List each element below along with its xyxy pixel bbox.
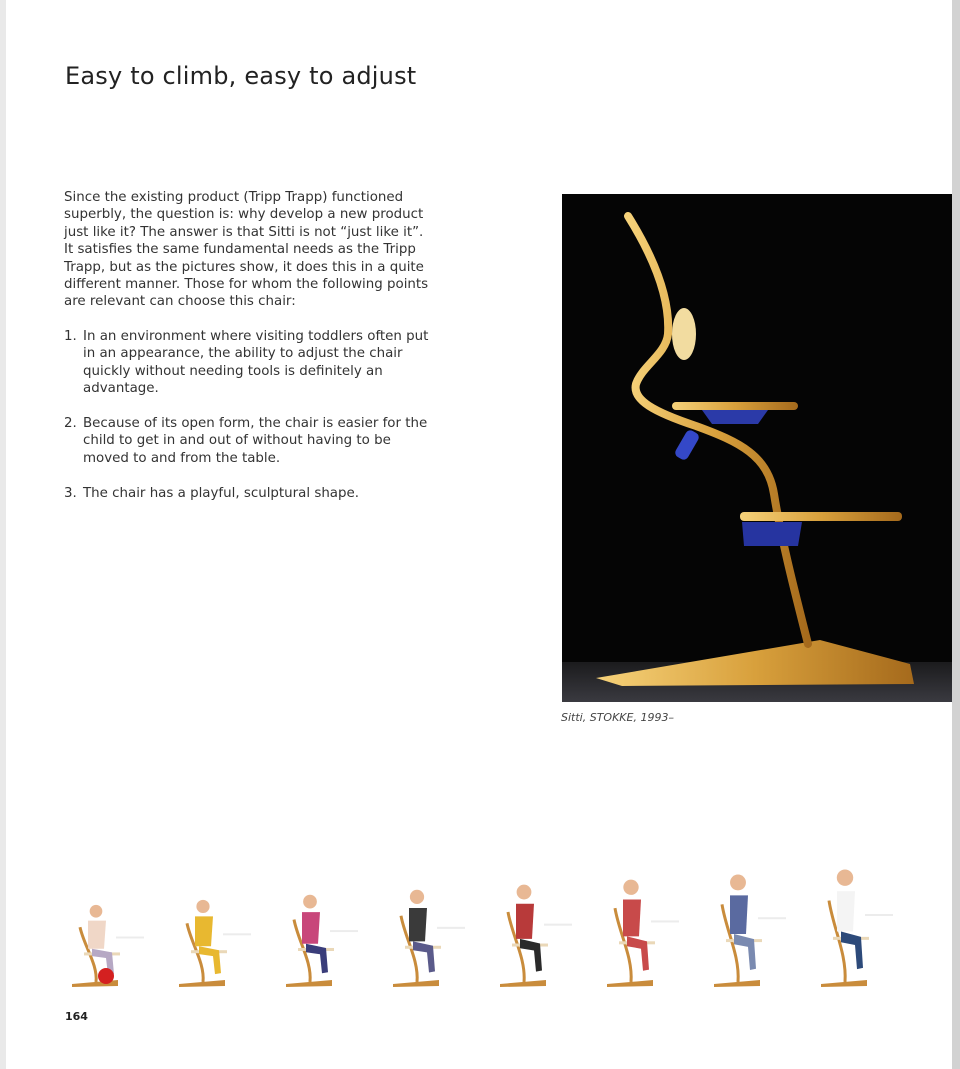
child-on-chair-figure [593,858,693,998]
page-edge [952,0,960,1069]
seat-plate [672,402,798,410]
child-on-chair-figure [379,858,479,998]
child-on-chair-figure [165,858,265,998]
child-illustration [165,858,265,998]
child-on-chair-figure [807,858,907,998]
photo-caption: Sitti, STOKKE, 1993– [561,711,674,724]
book-page [6,0,952,1069]
intro-paragraph: Since the existing product (Tripp Trapp) functioned superbly, the question is: why develop a new product just like it? The answer is that Sitti is not “just like it”. It satisfies the same fundamental needs as the Tripp Trapp, but as the pictures show, it does this in a quite different manner. Those for whom the following points are relevant can choose this chair: [64,190,429,310]
foot-plate [740,512,902,521]
child-illustration [272,858,372,998]
list-item [64,485,436,502]
seat-clamp [702,410,768,424]
list-text: The chair has a playful, sculptural shape. [83,485,360,501]
foot-clamp [742,522,802,546]
sitti-chair-photo [562,194,952,702]
child-illustration [593,858,693,998]
list-text: Because of its open form, the chair is easier for the child to get in and out of without having to be moved to and from the table. [83,416,428,466]
child-on-chair-figure [486,858,586,998]
child-illustration [807,858,907,998]
child-on-chair-figure [272,858,372,998]
backrest [672,308,696,360]
child-on-chair-figure [700,858,800,998]
list-item [64,415,436,467]
chair-illustration [562,194,952,702]
page-title: Easy to climb, easy to adjust [65,62,417,90]
child-illustration [700,858,800,998]
list-number: 2. [64,416,77,432]
list-number: 1. [64,329,77,344]
photo-background [562,194,952,702]
list-item [64,328,436,398]
reason-list [64,328,436,519]
list-number: 3. [64,485,77,501]
child-illustration [58,858,158,998]
child-illustration [486,858,586,998]
page-number: 164 [65,1010,88,1023]
child-on-chair-figure [58,858,158,998]
age-sequence-strip [58,858,918,998]
child-illustration [379,858,479,998]
list-text: In an environment where visiting toddlers often put in an appearance, the ability to adjust the chair quickly without needing tools is definitely an advantage. [83,329,429,397]
